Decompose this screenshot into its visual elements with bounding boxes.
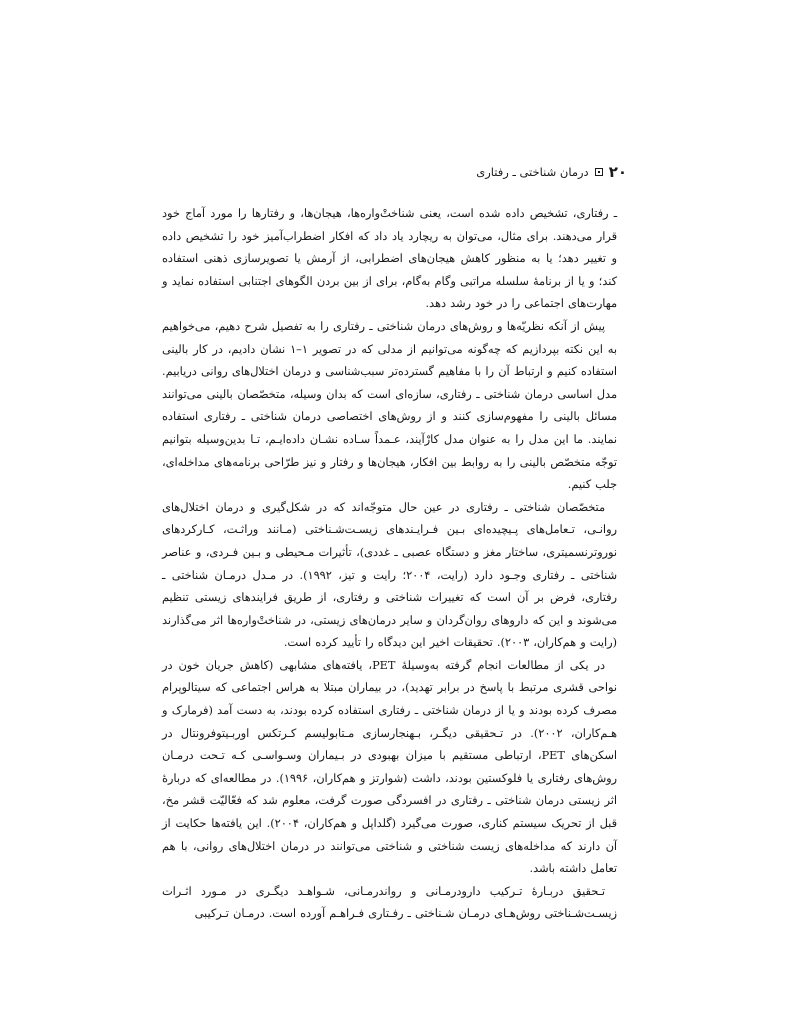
paragraph-1: ـ رفتاری، تشخیص داده شده است، یعنی شناختْ‌واره‌ها، هیجان‌ها، و رفتارها را مورد آماج خود قرار می‌دهند. برای مثال، می‌توان به ریچارد یاد داد که افکار اضطراب‌آمیز خود را تشخیص داده و تغییر دهد؛ یا به منظور کاهش هیجان‌های اضطرابی، از آرمش یا تصویرسازی ذهنی استفاده کند؛ و یا از برنامهٔ سلسله مراتبی وگام به‌گام، برای از بین بردن الگوهای اجتنابی استفاده نماید و مهارت‌های اجتماعی را در خود رشد دهد.: [162, 207, 618, 311]
paragraph-4: در یکی از مطالعات انجام گرفته به‌وسیلهٔ PET، یافته‌های مشابهی (کاهش جریان خون در نواحی قشری مرتبط با پاسخ در برابر تهدید)، در بیماران مبتلا به هراس اجتماعی که سیتالوپرام مصرف کرده بودند و یا از درمان شناختی ـ رفتاری استفاده کرده بودند، به دست آمد (فرمارک و هـم‌کاران، ۲۰۰۲). در تـحقیقی دیگـر، بـهنجارسازی مـتابولیسم کـرتکس اوربـیتوفرونتال در اسکن‌های PET، ارتباطی مستقیم با میزان بهبودی در بـیماران وسـواسـی کـه تـحت درمـان روش‌های رفتاری یا فلوکستین بودند، داشت (شوارتز و هم‌کاران، ۱۹۹۶). در مطالعه‌ای که دربارهٔ اثر زیستی درمان شناختی ـ رفتاری در افسردگی صورت گرفت، معلوم شد که فعّالیّت قشر مخ، قبل از تحریک سیستم کناری، صورت می‌گیرد (گلداپل و هم‌کاران، ۲۰۰۴). این یافته‌ها حکایت از آن دارند که مداخله‌های زیست شناختی و شناختی می‌توانند در درمان اختلال‌های روانی، با هم تعامل داشته باشد.: [162, 658, 618, 876]
square-ornament-icon: [595, 168, 603, 176]
running-title: درمان شناختی ـ رفتاری: [476, 165, 589, 179]
paragraph-5: تـحقیق دربـارهٔ تـرکیب دارودرمـانی و رواندرمـانی، شـواهـد دیگـری در مـورد اثـرات زیسـت‌شـناختی روش‌هـای درمـان شـناختی ـ رفـتاری فـراهـم آورده است. درمـان تـرکیبی: [162, 884, 617, 921]
page-number: ۲۰: [608, 163, 627, 181]
body-text: [162, 203, 617, 926]
paragraph-2: پیش از آنکه نظریّه‌ها و روش‌های درمان شناختی ـ رفتاری را به تفصیل شرح دهیم، می‌خواهیم به این نکته بپردازیم که چه‌گونه می‌توانیم از مدلی که در تصویر ۱–۱ نشان دادیم، در کار بالینی استفاده کنیم و ارتباط آن را با مفاهیم گسترده‌تر سبب‌شناسی و درمان اختلال‌های روانی دریابیم. مدل اساسی درمان شناختی ـ رفتاری، سازه‌ای است که بدان وسیله، متخصّصان بالینی می‌توانند مسائل بالینی را مفهوم‌سازی کنند و از روش‌های اختصاصی درمان شناختی ـ رفتاری استفاده نمایند. ما این مدل را به عنوان مدل کارْآیند، عـمداً سـاده نشـان داده‌ایـم، تـا بدین‌وسیله بتوانیم توجّه متخصّص بالینی را به روابط بین افکار، هیجان‌ها و رفتار و نیز طرّاحی برنامه‌های مداخله‌ای، جلب کنیم.: [162, 319, 617, 492]
running-head: [476, 163, 627, 181]
paragraph-3: متخصّصان شناختی ـ رفتاری در عین حال متوجّه‌اند که در شکل‌گیری و درمان اختلال‌های روانـی، تـعامل‌های پـیچیده‌ای بـین فـرایـندهای زیسـت‌شـناختی (مـانند وراثـت، کـارکردهای نوروترنسمیتری، ساختار مغز و دستگاه عصبی ـ غددی)، تأثیرات مـحیطی و بـین فـردی، و عناصر شناختی ـ رفتاری وجـود دارد (رایت، ۲۰۰۴؛ رایت و تیز، ۱۹۹۲). در مـدل درمـان شناختی ـ رفتاری، فرض بر آن است که تغییرات شناختی و رفتاری، از طریق فرایندهای زیستی تنظیم می‌شوند و این که داروهای روان‌گردان و سایر درمان‌های زیستی، در شناختْ‌واره‌ها اثر می‌گذارند (رایت و هم‌کاران، ۲۰۰۳). تحقیقات اخیر این دیدگاه را تأیید کرده است.: [162, 500, 617, 650]
